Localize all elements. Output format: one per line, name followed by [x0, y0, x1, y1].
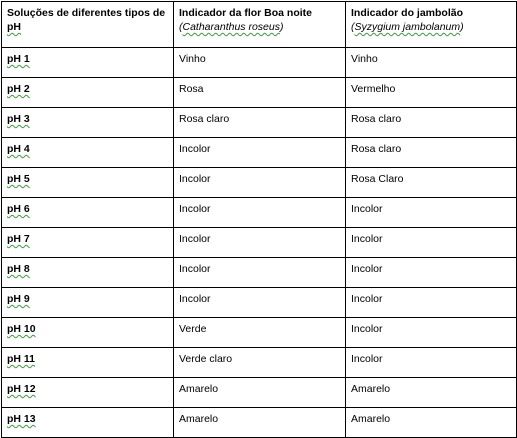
boa-noite-color-cell: Verde claro	[174, 348, 346, 378]
boa-noite-color-cell: Incolor	[174, 138, 346, 168]
jambolao-color-cell: Incolor	[346, 228, 517, 258]
ph-label: pH 10	[7, 323, 36, 335]
table-row	[2, 108, 517, 138]
header-row	[2, 2, 517, 48]
table-row	[2, 318, 517, 348]
jambolao-color-cell: Incolor	[346, 348, 517, 378]
boa-noite-color-cell: Verde	[174, 318, 346, 348]
table-row	[2, 48, 517, 78]
jambolao-color-cell: Incolor	[346, 198, 517, 228]
jambolao-color-cell: Incolor	[346, 288, 517, 318]
jambolao-color-cell: Rosa claro	[346, 108, 517, 138]
header-jambolao-line1: Indicador do jambolão	[351, 7, 464, 19]
table-row	[2, 138, 517, 168]
boa-noite-color-cell: Incolor	[174, 258, 346, 288]
ph-label: pH 4	[7, 143, 30, 155]
header-jambolao-paren-open: (	[351, 21, 355, 33]
table-row	[2, 198, 517, 228]
indicator-table-body	[2, 2, 517, 438]
ph-label-cell	[2, 258, 174, 288]
header-cell-boa-noite	[174, 2, 346, 48]
jambolao-color-cell: Vinho	[346, 48, 517, 78]
table-row	[2, 348, 517, 378]
indicator-table	[1, 1, 517, 438]
jambolao-color-cell: Rosa claro	[346, 138, 517, 168]
ph-label: pH 8	[7, 263, 30, 275]
boa-noite-color-cell: Amarelo	[174, 378, 346, 408]
boa-noite-color-cell: Rosa claro	[174, 108, 346, 138]
ph-label-cell	[2, 348, 174, 378]
header-boa-noite-species: Catharanthus roseus	[182, 21, 280, 33]
ph-label-cell	[2, 288, 174, 318]
header-jambolao-species: Syzygium jambolanum	[354, 21, 461, 33]
header-solutions-line2: pH	[7, 21, 21, 33]
boa-noite-color-cell: Incolor	[174, 198, 346, 228]
ph-label: pH 3	[7, 113, 30, 125]
header-boa-noite-paren-close: )	[279, 21, 284, 33]
ph-label: pH 12	[7, 383, 36, 395]
header-cell-jambolao	[346, 2, 517, 48]
table-row	[2, 78, 517, 108]
header-boa-noite-line1: Indicador da flor Boa noite	[179, 7, 313, 19]
boa-noite-color-cell: Incolor	[174, 228, 346, 258]
ph-label-cell	[2, 108, 174, 138]
header-boa-noite-paren-open: (	[179, 21, 183, 33]
table-row	[2, 288, 517, 318]
ph-label-cell	[2, 48, 174, 78]
table-row	[2, 168, 517, 198]
ph-label-cell	[2, 138, 174, 168]
ph-label: pH 5	[7, 173, 30, 185]
header-jambolao-paren-close: )	[460, 21, 464, 33]
boa-noite-color-cell: Amarelo	[174, 408, 346, 438]
ph-label: pH 2	[7, 83, 30, 95]
jambolao-color-cell: Incolor	[346, 258, 517, 288]
ph-label: pH 9	[7, 293, 30, 305]
ph-label-cell	[2, 168, 174, 198]
table-row	[2, 408, 517, 438]
ph-label: pH 6	[7, 203, 30, 215]
ph-label: pH 7	[7, 233, 30, 245]
ph-label-cell	[2, 408, 174, 438]
jambolao-color-cell: Rosa Claro	[346, 168, 517, 198]
ph-label: pH 11	[7, 353, 36, 365]
header-cell-solutions	[2, 2, 174, 48]
ph-label-cell	[2, 198, 174, 228]
jambolao-color-cell: Amarelo	[346, 378, 517, 408]
table-row	[2, 228, 517, 258]
header-solutions-line1: Soluções de diferentes tipos de	[7, 7, 166, 19]
table-row	[2, 378, 517, 408]
jambolao-color-cell: Incolor	[346, 318, 517, 348]
ph-label: pH 1	[7, 53, 30, 65]
boa-noite-color-cell: Rosa	[174, 78, 346, 108]
ph-label: pH 13	[7, 413, 36, 425]
ph-label-cell	[2, 318, 174, 348]
jambolao-color-cell: Amarelo	[346, 408, 517, 438]
jambolao-color-cell: Vermelho	[346, 78, 517, 108]
ph-label-cell	[2, 228, 174, 258]
boa-noite-color-cell: Vinho	[174, 48, 346, 78]
ph-label-cell	[2, 378, 174, 408]
boa-noite-color-cell: Incolor	[174, 288, 346, 318]
ph-label-cell	[2, 78, 174, 108]
boa-noite-color-cell: Incolor	[174, 168, 346, 198]
table-row	[2, 258, 517, 288]
